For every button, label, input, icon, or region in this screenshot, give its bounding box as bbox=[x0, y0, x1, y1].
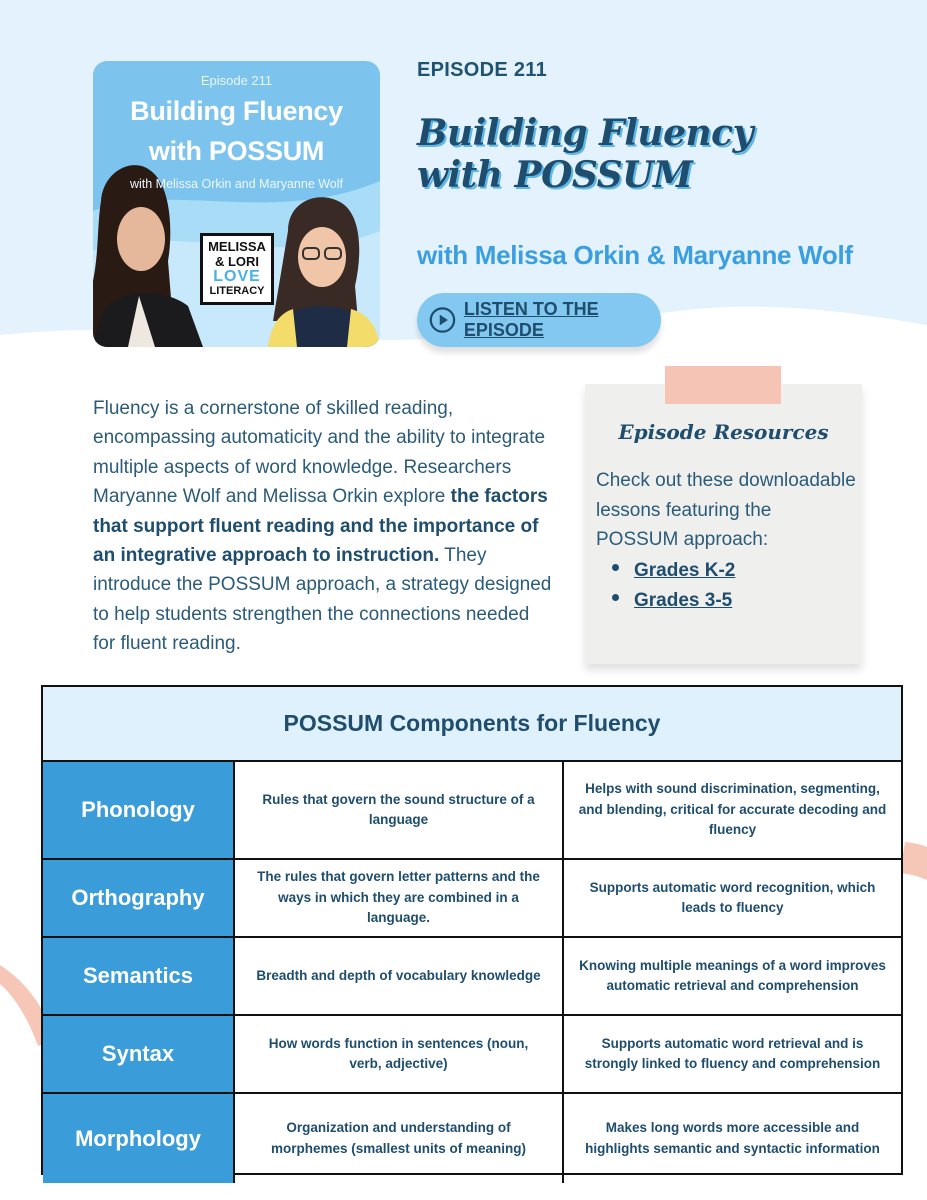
component-name: Phonology bbox=[43, 762, 235, 858]
possum-components-table bbox=[41, 685, 903, 1175]
component-benefit: Helps with sound discrimination, segmenting, and blending, critical for accurate decoding and fluency bbox=[578, 781, 887, 838]
grades-3-5-link[interactable]: Grades 3-5 bbox=[634, 590, 733, 611]
bullet-icon bbox=[612, 594, 619, 601]
guest-names: with Melissa Orkin & Maryanne Wolf bbox=[417, 240, 853, 270]
component-name: Semantics bbox=[43, 938, 235, 1014]
list-item bbox=[612, 586, 735, 616]
play-icon bbox=[429, 305, 456, 335]
component-definition: Rules that govern the sound structure of a language bbox=[235, 762, 564, 858]
component-definition: Breadth and depth of vocabulary knowledge bbox=[235, 938, 564, 1014]
component-name: Orthography bbox=[43, 860, 235, 936]
table-row bbox=[43, 860, 901, 938]
cover-title: Building Fluency with POSSUM bbox=[130, 96, 343, 166]
cover-subtitle: with Melissa Orkin and Maryanne Wolf bbox=[129, 177, 344, 191]
component-definition: How words function in sentences (noun, verb, adjective) bbox=[235, 1016, 564, 1092]
bullet-icon bbox=[612, 564, 619, 571]
episode-cover-art bbox=[93, 61, 380, 347]
podcast-logo: MELISSA & LORI LOVE LITERACY bbox=[200, 233, 274, 305]
resources-description: Check out these downloadable lessons featuring the POSSUM approach: bbox=[596, 470, 856, 550]
table-row bbox=[43, 1016, 901, 1094]
episode-label: EPISODE 211 bbox=[417, 59, 548, 81]
component-benefit: Supports automatic word retrieval and is strongly linked to fluency and comprehension bbox=[584, 1035, 881, 1071]
intro-emphasis: the factors that support fluent reading and the importance of an integrative approach to instruction. bbox=[93, 486, 548, 567]
listen-episode-button[interactable] bbox=[417, 293, 661, 347]
component-name: Syntax bbox=[43, 1016, 235, 1092]
table-row bbox=[43, 762, 901, 860]
component-name: Morphology bbox=[43, 1094, 235, 1183]
episode-resources-card bbox=[585, 384, 862, 664]
page-title: Building Fluency with POSSUM bbox=[417, 112, 754, 196]
component-definition: The rules that govern letter patterns and the ways in which they are combined in a language. bbox=[235, 860, 564, 936]
component-definition: Organization and understanding of morphemes (smallest units of meaning) bbox=[235, 1094, 564, 1183]
list-item bbox=[612, 556, 735, 586]
table-row bbox=[43, 1094, 901, 1183]
component-benefit: Knowing multiple meanings of a word improves automatic retrieval and comprehension bbox=[579, 957, 886, 993]
resources-list bbox=[612, 556, 735, 616]
table-title: POSSUM Components for Fluency bbox=[43, 687, 901, 762]
intro-paragraph: Fluency is a cornerstone of skilled reading, encompassing automaticity and the ability to integrate multiple aspects of word knowledge. Researchers Maryanne Wolf and Melissa Orkin explore the factors that support fluent reading and the importance of an integrative approach to instruction. They introduce the POSSUM approach, a strategy designed to help students strengthen the connections needed for fluent reading. bbox=[93, 398, 552, 655]
component-benefit: Supports automatic word recognition, which leads to fluency bbox=[589, 879, 876, 915]
grades-k2-link[interactable]: Grades K-2 bbox=[634, 560, 736, 581]
component-benefit: Makes long words more accessible and highlights semantic and syntactic information bbox=[585, 1120, 880, 1156]
resources-heading: Episode Resources bbox=[618, 420, 829, 444]
table-row bbox=[43, 938, 901, 1016]
cover-episode-number: Episode 211 bbox=[200, 73, 273, 88]
listen-episode-label: LISTEN TO THE EPISODE bbox=[463, 299, 599, 340]
tape-decoration bbox=[665, 366, 781, 404]
